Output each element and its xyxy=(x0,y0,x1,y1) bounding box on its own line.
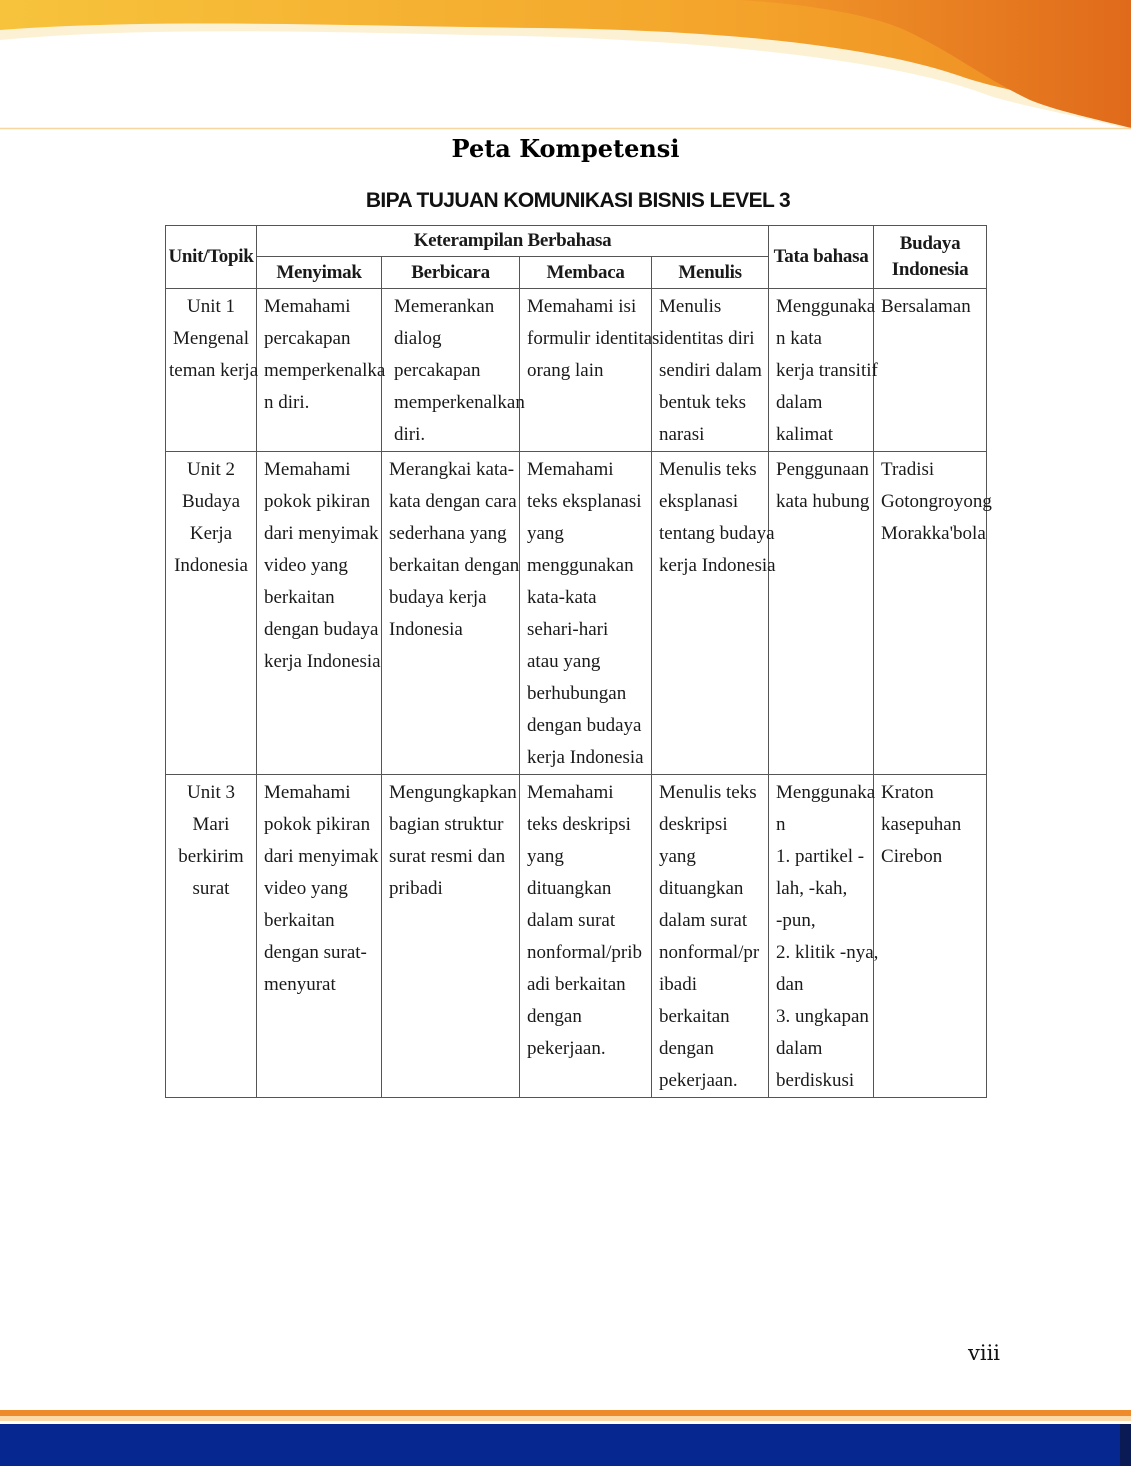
cell-line: dalam surat xyxy=(527,910,616,931)
cell-line: percakapan xyxy=(394,360,481,381)
header-budaya-line1: Budaya xyxy=(899,233,961,254)
header-budaya-line2: Indonesia xyxy=(891,259,969,280)
cell-line: memperkenalkan xyxy=(394,392,525,413)
cell-line: dalam xyxy=(776,392,823,413)
cell-line: Menulis xyxy=(659,296,722,317)
cell-line: berkaitan dengan xyxy=(389,555,520,576)
cell-line: dalam surat xyxy=(659,910,748,931)
cell-line: kalimat xyxy=(776,424,834,445)
cell-line: eksplanasi xyxy=(659,491,739,512)
cell-line: kerja transitif xyxy=(776,360,878,381)
cell-line: yang xyxy=(527,523,564,544)
cell-line: deskripsi xyxy=(659,814,728,835)
cell-line: kata dengan cara xyxy=(389,491,517,512)
cell-line: sehari-hari xyxy=(527,619,609,640)
cell-line: nonformal/pr xyxy=(659,942,760,963)
cell-line: n diri. xyxy=(264,392,310,413)
cell-line: lah, -kah, xyxy=(776,878,848,899)
cell-menulis xyxy=(652,289,769,452)
cell-line: yang xyxy=(659,846,696,867)
header-budaya-indonesia xyxy=(874,226,987,289)
cell-line: Memahami xyxy=(264,782,351,803)
cell-line: bentuk teks xyxy=(659,392,747,413)
cell-membaca xyxy=(520,452,652,775)
cell-line: sederhana yang xyxy=(389,523,507,544)
cell-line: Gotongroyong xyxy=(881,491,992,512)
cell-line: kasepuhan xyxy=(881,814,962,835)
cell-line: Kraton xyxy=(881,782,934,803)
cell-tata-bahasa xyxy=(769,775,879,1098)
cell-menyimak xyxy=(257,775,382,1098)
cell-line: dialog xyxy=(394,328,442,349)
cell-line: kerja Indonesia xyxy=(527,747,644,768)
cell-line: berkaitan xyxy=(264,910,335,931)
cell-line: Memerankan xyxy=(394,296,495,317)
cell-line: Tradisi xyxy=(881,459,935,480)
cell-menulis xyxy=(652,452,776,775)
cell-line: pokok pikiran xyxy=(264,491,371,512)
cell-line: Memahami xyxy=(264,459,351,480)
cell-line: Cirebon xyxy=(881,846,943,867)
header-unit-topik: Unit/Topik xyxy=(166,226,257,289)
cell-line: kerja Indonesia xyxy=(264,651,381,672)
cell-line: video yang xyxy=(264,555,348,576)
header-menulis: Menulis xyxy=(652,257,769,289)
table-row xyxy=(166,775,987,1098)
header-decoration xyxy=(0,0,1131,135)
cell-line: n xyxy=(776,814,786,835)
cell-menyimak xyxy=(257,452,382,775)
cell-menyimak xyxy=(257,289,386,452)
cell-line: nonformal/prib xyxy=(527,942,643,963)
cell-line: kata-kata xyxy=(527,587,597,608)
cell-line: orang lain xyxy=(527,360,604,381)
cell-unit xyxy=(166,289,257,452)
cell-unit xyxy=(166,775,257,1098)
cell-line: sendiri dalam xyxy=(659,360,762,381)
cell-line: Memahami xyxy=(527,459,614,480)
cell-line: Memahami isi xyxy=(527,296,637,317)
cell-membaca xyxy=(520,289,660,452)
header-row-1 xyxy=(166,226,987,257)
header-menyimak: Menyimak xyxy=(257,257,382,289)
header-keterampilan-berbahasa: Keterampilan Berbahasa xyxy=(257,226,769,257)
cell-line: dalam xyxy=(776,1038,823,1059)
cell-menulis xyxy=(652,775,769,1098)
table-caption: BIPA TUJUAN KOMUNIKASI BISNIS LEVEL 3 xyxy=(365,189,791,212)
cell-line: Kerja xyxy=(189,523,233,544)
cell-line: diri. xyxy=(394,424,426,445)
cell-berbicara xyxy=(382,775,520,1098)
cell-line: dengan xyxy=(659,1038,714,1059)
cell-line: surat resmi dan xyxy=(389,846,506,867)
cell-line: surat xyxy=(192,878,230,899)
table-row xyxy=(166,289,987,452)
cell-budaya xyxy=(874,775,987,1098)
cell-line: n kata xyxy=(776,328,822,349)
cell-line: berhubungan xyxy=(527,683,627,704)
orange-swoosh-graphic xyxy=(0,0,1131,135)
cell-line: Indonesia xyxy=(174,555,248,576)
header-berbicara: Berbicara xyxy=(382,257,520,289)
cell-line: narasi xyxy=(659,424,705,445)
cell-line: Unit 1 xyxy=(186,296,236,317)
header-membaca: Membaca xyxy=(520,257,652,289)
cell-line: Menggunaka xyxy=(776,782,876,803)
cell-line: Budaya xyxy=(181,491,241,512)
cell-line: -pun, xyxy=(776,910,816,931)
cell-line: Mari xyxy=(192,814,230,835)
cell-line: dari menyimak xyxy=(264,523,379,544)
cell-tata-bahasa xyxy=(769,452,874,775)
header-tata-bahasa: Tata bahasa xyxy=(769,226,874,289)
cell-line: memperkenalka xyxy=(264,360,386,381)
cell-line: Bersalaman xyxy=(881,296,971,317)
cell-line: bagian struktur xyxy=(389,814,504,835)
cell-line: dengan xyxy=(527,1006,582,1027)
cell-line: 2. klitik -nya, xyxy=(776,942,879,963)
cell-line: dituangkan xyxy=(527,878,612,899)
cell-line: dituangkan xyxy=(659,878,744,899)
cell-line: Indonesia xyxy=(389,619,463,640)
cell-line: dengan budaya xyxy=(264,619,379,640)
cell-line: Memahami xyxy=(264,296,351,317)
cell-berbicara xyxy=(382,452,520,775)
cell-line: Unit 3 xyxy=(186,782,236,803)
cell-unit xyxy=(166,452,257,775)
cell-line: identitas diri xyxy=(659,328,755,349)
cell-line: dan xyxy=(776,974,804,995)
cell-tata-bahasa xyxy=(769,289,878,452)
cell-line: pekerjaan. xyxy=(527,1038,606,1059)
cell-line: ibadi xyxy=(659,974,697,995)
footer-stripe-graphic xyxy=(0,1410,1131,1466)
cell-line: teks eksplanasi xyxy=(527,491,642,512)
cell-line: berkaitan xyxy=(659,1006,730,1027)
cell-line: menggunakan xyxy=(527,555,634,576)
cell-line: Unit 2 xyxy=(186,459,236,480)
cell-line: tentang budaya xyxy=(659,523,775,544)
cell-line: Merangkai kata- xyxy=(389,459,515,480)
cell-line: berkirim xyxy=(178,846,244,867)
cell-line: pokok pikiran xyxy=(264,814,371,835)
cell-line: video yang xyxy=(264,878,348,899)
cell-line: Morakka'bola xyxy=(881,523,986,544)
page-number: viii xyxy=(967,1341,1000,1365)
cell-line: Penggunaan xyxy=(776,459,869,480)
cell-budaya xyxy=(874,452,992,775)
cell-line: yang xyxy=(527,846,564,867)
cell-line: formulir identitas xyxy=(527,328,660,349)
cell-line: Menggunaka xyxy=(776,296,876,317)
cell-line: Menulis teks xyxy=(659,782,757,803)
cell-membaca xyxy=(520,775,652,1098)
cell-line: berdiskusi xyxy=(776,1070,855,1091)
cell-line: Memahami xyxy=(527,782,614,803)
cell-line: Mengenal xyxy=(173,328,249,349)
cell-line: Mengungkapkan xyxy=(389,782,517,803)
page-title: Peta Kompetensi xyxy=(451,134,680,163)
cell-line: pekerjaan. xyxy=(659,1070,738,1091)
cell-line: pribadi xyxy=(389,878,443,899)
cell-line: 3. ungkapan xyxy=(776,1006,869,1027)
cell-line: teks deskripsi xyxy=(527,814,631,835)
cell-line: menyurat xyxy=(264,974,336,995)
cell-line: berkaitan xyxy=(264,587,335,608)
cell-line: atau yang xyxy=(527,651,601,672)
cell-line: teman kerja xyxy=(169,360,259,381)
cell-line: adi berkaitan xyxy=(527,974,626,995)
cell-line: 1. partikel - xyxy=(776,846,865,867)
cell-line: dengan surat- xyxy=(264,942,367,963)
cell-line: dari menyimak xyxy=(264,846,379,867)
cell-line: budaya kerja xyxy=(389,587,487,608)
cell-berbicara xyxy=(382,289,525,452)
footer-decoration xyxy=(0,1410,1131,1466)
cell-line: kata hubung xyxy=(776,491,870,512)
cell-line: dengan budaya xyxy=(527,715,642,736)
competency-map-table xyxy=(165,225,992,1098)
cell-line: percakapan xyxy=(264,328,351,349)
cell-line: kerja Indonesia xyxy=(659,555,776,576)
table-row xyxy=(166,452,987,775)
cell-line: Menulis teks xyxy=(659,459,757,480)
cell-budaya xyxy=(874,289,987,452)
